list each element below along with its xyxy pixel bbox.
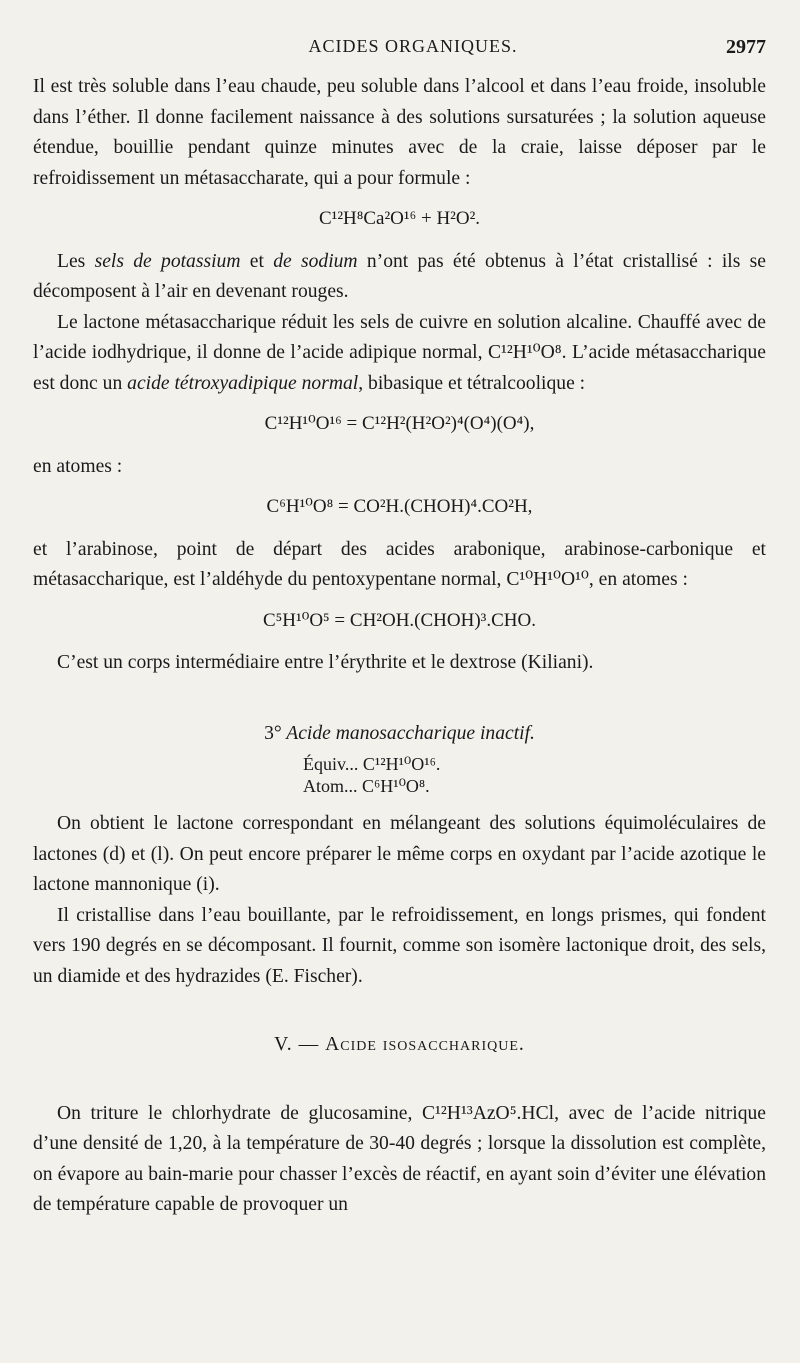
- page-body: [33, 72, 766, 1221]
- chapter-heading: V. — Acide isosaccharique.: [274, 1034, 525, 1055]
- paragraph-3: Le lactone métasaccharique réduit les sels de cuivre en solution alcaline. Chauffé avec de l’acide iodhydrique, il donne de l’acide adipique normal, C¹²H¹⁰O⁸. L’acide métasaccharique est donc un acide tétroxyadipique normal, bibasique et tétralcoolique :: [33, 311, 766, 394]
- formula-1: C¹²H⁸Ca²O¹⁶ + H²O².: [318, 208, 481, 229]
- en-atomes-label: en atomes :: [33, 455, 123, 477]
- equivalent-formulas: [33, 753, 766, 797]
- header-title: ACIDES ORGANIQUES.: [308, 36, 518, 56]
- paragraph-5: C’est un corps intermédiaire entre l’érythrite et le dextrose (Kiliani).: [57, 652, 594, 673]
- formula-3: C⁶H¹⁰O⁸ = CO²H.(CHOH)⁴.CO²H,: [266, 496, 533, 517]
- page-number: 2977: [726, 36, 766, 58]
- paragraph-7: Il cristallise dans l’eau bouillante, par le refroidissement, en longs prismes, qui fondent vers 190 degrés en se décomposant. Il fournit, comme son isomère lactonique droit, des sels, un diamide et des hydrazides (E. Fischer).: [33, 904, 766, 987]
- paragraph-8: On triture le chlorhydrate de glucosamine, C¹²H¹³AzO⁵.HCl, avec de l’acide nitrique d’une densité de 1,20, à la température de 30-40 degrés ; lorsque la dissolution est complète, on évapore au bain-marie pour chasser l’excès de réactif, en ayant soin d’éviter une élévation de température capable de provoquer un: [33, 1102, 766, 1215]
- section-heading: 3° Acide manosaccharique inactif.: [264, 722, 535, 744]
- paragraph-2: Les sels de potassium et de sodium n’ont pas été obtenus à l’état cristallisé : ils se décomposent à l’air en devenant rouges.: [33, 250, 766, 302]
- formula-4: C⁵H¹⁰O⁵ = CH²OH.(CHOH)³.CHO.: [263, 609, 536, 631]
- paragraph-4: et l’arabinose, point de départ des acides arabonique, arabinose-carbonique et métasaccharique, est l’aldéhyde du pentoxypentane normal, C¹⁰H¹⁰O¹⁰, en atomes :: [33, 538, 766, 590]
- paragraph-1: Il est très soluble dans l’eau chaude, peu soluble dans l’alcool et dans l’eau froide, insoluble dans l’éther. Il donne facilement naissance à des solutions sursaturées ; la solution aqueuse étendue, bouillie pendant quinze minutes avec de la craie, laisse déposer par le refroidissement un métasaccharate, qui a pour formule :: [33, 76, 766, 189]
- equiv-line: Équiv... C¹²H¹⁰O¹⁶.: [303, 754, 441, 774]
- running-header: [60, 36, 766, 66]
- formula-2: C¹²H¹⁰O¹⁶ = C¹²H²(H²O²)⁴(O⁴)(O⁴),: [264, 413, 535, 434]
- atom-line: Atom... C⁶H¹⁰O⁸.: [303, 776, 430, 796]
- paragraph-6: On obtient le lactone correspondant en mélangeant des solutions équimoléculaires de lactones (d) et (l). On peut encore préparer le même corps en oxydant par l’acide azotique le lactone mannonique (i).: [33, 813, 766, 895]
